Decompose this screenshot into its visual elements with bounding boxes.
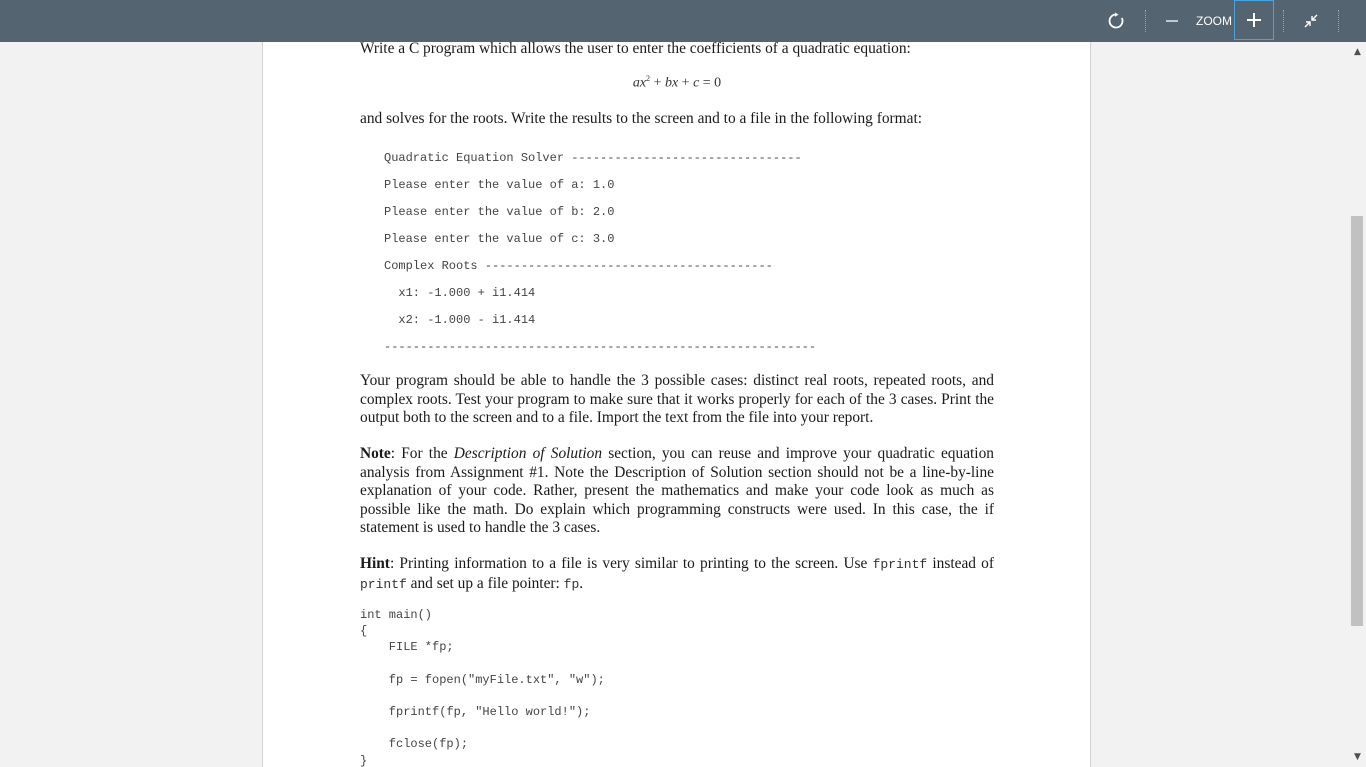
eq-term-b: bx	[664, 75, 679, 91]
code-line: fclose(fp);	[360, 737, 469, 751]
code-line: }	[360, 754, 368, 767]
inline-code: fp	[563, 576, 580, 592]
code-line: fp = fopen("myFile.txt", "w");	[360, 673, 605, 687]
hint-text: and set up a file pointer:	[406, 574, 564, 592]
terminal-line: Please enter the value of c: 3.0	[384, 232, 615, 246]
code-line: {	[360, 624, 368, 638]
format-paragraph: and solves for the roots. Write the results to the screen and to a file in the following format:	[360, 110, 922, 127]
plus-icon	[1235, 1, 1273, 39]
intro-paragraph: Write a C program which allows the user to enter the coefficients of a quadratic equation:	[360, 42, 911, 57]
minus-icon	[1165, 14, 1179, 28]
terminal-line: Complex Roots ----------------------------------------	[384, 259, 773, 273]
terminal-line: Please enter the value of b: 2.0	[384, 205, 615, 219]
note-paragraph	[360, 445, 994, 538]
eq-plus: +	[650, 75, 665, 91]
exit-fullscreen-button[interactable]	[1298, 0, 1324, 42]
toolbar-separator	[1283, 10, 1285, 32]
eq-term-c: c	[693, 75, 700, 91]
code-line: int main()	[360, 608, 433, 622]
terminal-line: ------------------------------------------------------------	[384, 340, 817, 354]
document-page	[262, 42, 1091, 767]
terminal-line: Quadratic Equation Solver --------------------------------	[384, 151, 802, 165]
inline-code: fprintf	[872, 557, 928, 572]
hint-label: Hint	[360, 555, 390, 572]
toolbar-separator	[1145, 10, 1147, 32]
code-line: fprintf(fp, "Hello world!");	[360, 705, 591, 719]
quadratic-equation	[360, 74, 994, 92]
zoom-out-button[interactable]	[1161, 0, 1183, 42]
zoom-label: ZOOM	[1196, 14, 1232, 28]
scroll-up-arrow-icon[interactable]: ▲	[1354, 47, 1361, 57]
scrollbar-thumb[interactable]	[1351, 216, 1363, 626]
scroll-down-arrow-icon[interactable]: ▼	[1354, 752, 1361, 762]
hint-text: .	[579, 574, 584, 592]
hint-text: instead of	[927, 555, 994, 572]
eq-equals: = 0	[699, 75, 722, 91]
reset-zoom-button[interactable]	[1101, 0, 1131, 42]
note-text: section, you can reuse and improve your quadratic equation analysis from Assignment #1. Note the Description of Solution section should not be a line-by-line explanation of your code. Rather, present the mathematics and make your code look as much as possible like the math. Do explain which programming constructs were used. In this case, the if statement is used to handle the 3 cases.	[360, 445, 994, 537]
viewer-toolbar	[0, 0, 1366, 42]
cases-paragraph: Your program should be able to handle the 3 possible cases: distinct real roots, repeated roots, and complex roots. Test your program to make sure that it works properly for each of the 3 cases. Print the output both to the screen and to a file. Import the text from the file into your report.	[360, 372, 994, 427]
eq-plus: +	[678, 75, 694, 91]
terminal-line: Please enter the value of a: 1.0	[384, 178, 615, 192]
note-italic: Description of Solution	[453, 445, 603, 462]
vertical-scrollbar[interactable]	[1349, 42, 1366, 767]
toolbar-separator	[1338, 10, 1340, 32]
zoom-in-button[interactable]	[1234, 0, 1274, 40]
eq-term-a: ax	[632, 75, 647, 91]
terminal-line: x2: -1.000 - i1.414	[384, 313, 536, 327]
note-text: : For the	[390, 445, 454, 462]
code-line: FILE *fp;	[360, 640, 454, 654]
eq-exponent: 2	[646, 74, 651, 83]
rotate-icon	[1107, 12, 1125, 30]
hint-paragraph	[360, 555, 994, 594]
terminal-line: x1: -1.000 + i1.414	[384, 286, 536, 300]
hint-text: : Printing information to a file is very similar to printing to the screen. Use	[389, 555, 873, 572]
inline-code: printf	[360, 576, 407, 592]
collapse-icon	[1303, 13, 1319, 29]
note-label: Note	[360, 445, 391, 462]
